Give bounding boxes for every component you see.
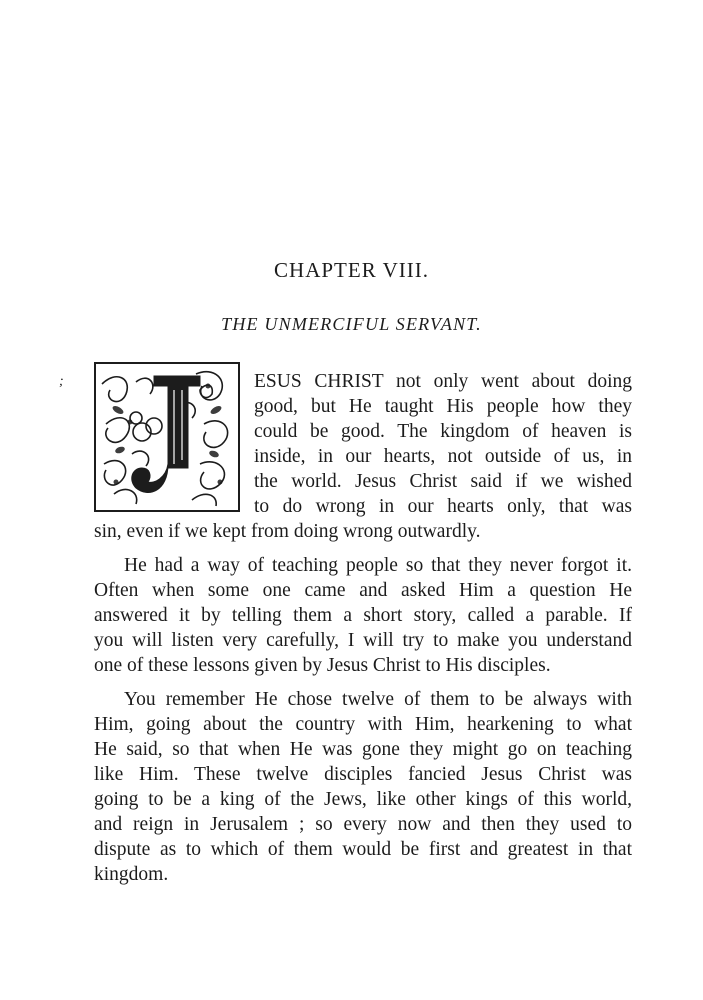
- paragraph-3-line-1: You remember He chose twelve of them to be always with: [124, 689, 632, 710]
- paragraph-3-line-5: going to be a king of the Jews, like other kings of this world,: [94, 789, 632, 810]
- paragraph-2-line-4: you will listen very carefully, I will try to make you understand: [94, 630, 632, 651]
- paragraph-3-line-2: Him, going about the country with Him, hearkening to what: [94, 714, 632, 735]
- paragraph-1-line-2: good, but He taught His people how they: [254, 396, 632, 417]
- paragraph-3-line-7: dispute as to which of them would be first and greatest in that: [94, 839, 632, 860]
- paragraph-2-line-3: answered it by telling them a short story, called a parable. If: [94, 605, 632, 626]
- paragraph-1-line-6: to do wrong in our hearts only, that was: [254, 496, 632, 517]
- paragraph-2-line-1: He had a way of teaching people so that they never forgot it.: [124, 555, 632, 576]
- paragraph-3-line-4: like Him. These twelve disciples fancied Jesus Christ was: [94, 764, 632, 785]
- paragraph-3-line-8: kingdom.: [94, 864, 169, 885]
- ornamental-drop-cap: [94, 362, 240, 512]
- chapter-title: CHAPTER VIII.: [274, 258, 429, 282]
- chapter-subtitle: THE UNMERCIFUL SERVANT.: [221, 314, 482, 334]
- paragraph-1-line-4: inside, in our hearts, not outside of us, in: [254, 446, 632, 467]
- paragraph-1-line-5: the world. Jesus Christ said if we wished: [254, 471, 632, 492]
- paragraph-1-line-1: ESUS CHRIST not only went about doing: [254, 371, 632, 392]
- floral-initial-illustration: [96, 364, 238, 510]
- paragraph-3-line-3: He said, so that when He was gone they might go on teaching: [94, 739, 632, 760]
- paragraph-1-line-7: sin, even if we kept from doing wrong outwardly.: [94, 521, 481, 542]
- stray-print-mark: ;: [59, 374, 64, 389]
- paragraph-3-line-6: and reign in Jerusalem ; so every now and then they used to: [94, 814, 632, 835]
- paragraph-2-line-2: Often when some one came and asked Him a question He: [94, 580, 632, 601]
- paragraph-1-line-3: could be good. The kingdom of heaven is: [254, 421, 632, 442]
- paragraph-2-line-5: one of these lessons given by Jesus Christ to His disciples.: [94, 655, 551, 676]
